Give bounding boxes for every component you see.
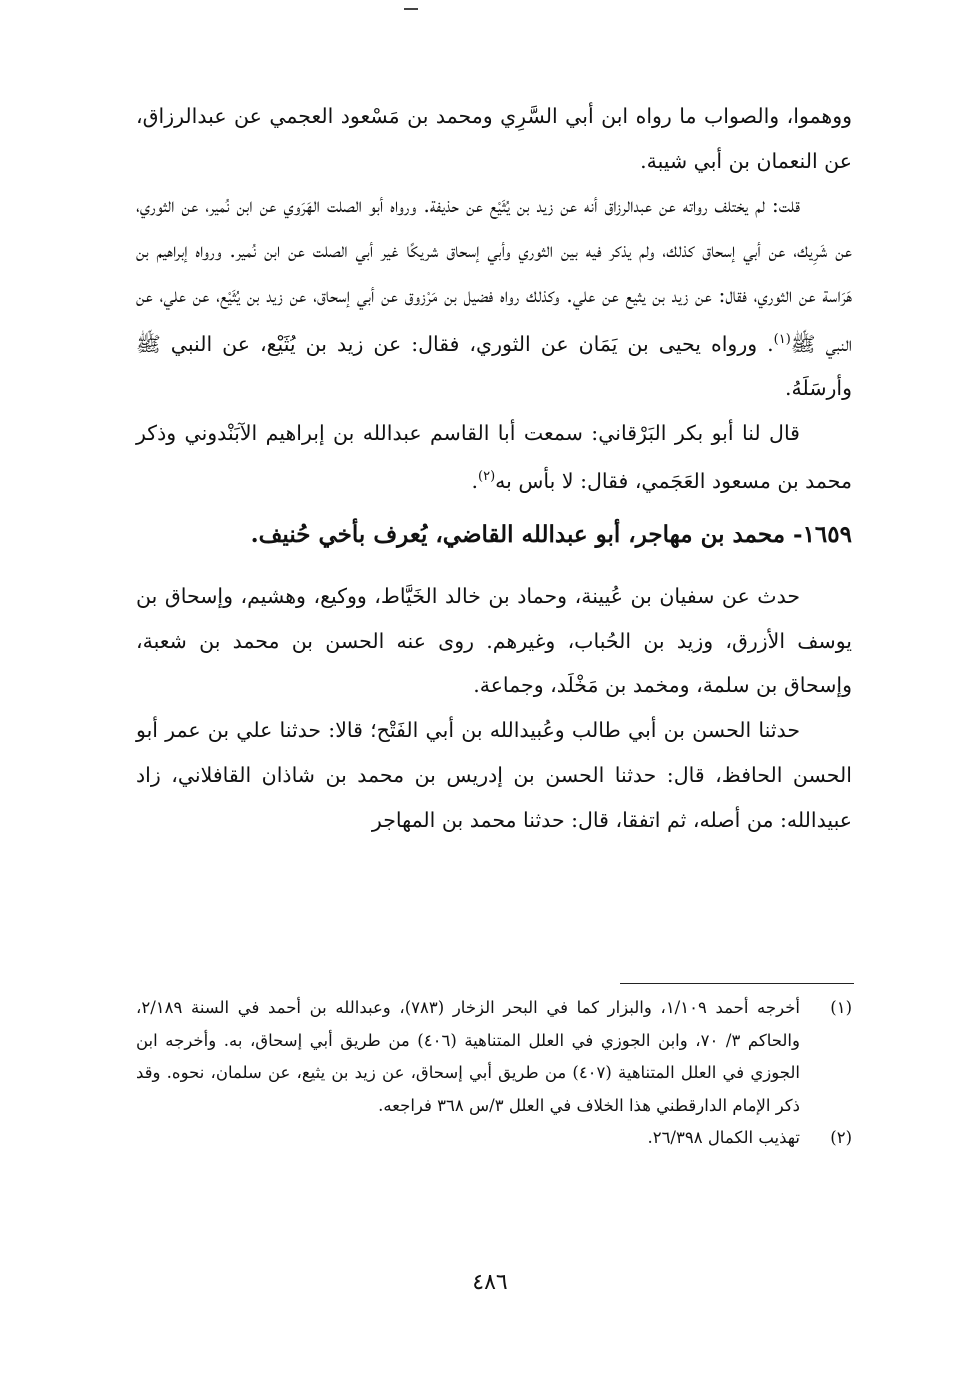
footnote-ref-1[interactable]: (١) [773, 331, 791, 347]
footnote-separator [620, 983, 854, 984]
footnotes [136, 992, 852, 1155]
paragraph-4: حدث عن سفيان بن عُيينة، وحماد بن خالد الخَيَّاط، ووكيع، وهشيم، وإسحاق بن يوسف الأزرق، وزيد بن الحُباب، وغيرهم. روى عنه الحسن بن محمد بن شعبة، وإسحاق بن سلمة، ومخمد بن مَخْلَد، وجماعة. [136, 583, 852, 698]
footnote-1-text: أخرجه أحمد ١/١٠٩، والبزار كما في البحر الزخار (٧٨٣)، وعبدالله بن أحمد في السنة ٢/١٨٩، والحاكم ٣/ ٧٠، وابن الجوزي في العلل المتناهية (٤٠٦) من طريق أبي إسحاق، به. وأخرجه ابن الجوزي في العلل المتناهية (٤٠٧) من طريق أبي إسحاق، عن زيد بن يثيع، عن سلمان، نحوه. وقد ذكر الإمام الدارقطني هذا الخلاف في العلل ٣/س ٣٦٨ فراجعه. [136, 998, 800, 1115]
footnote-1-number: (١) [830, 998, 852, 1017]
paragraph-2 [136, 183, 852, 410]
main-text [136, 94, 852, 842]
paragraph-3-tail: . [471, 469, 479, 494]
paragraph-2-text: قلت: لم يختلف رواته عن عبدالرزاق أنه عن زيد بن يُثَيْع عن حذيفة. ورواه أبو الصلت الهَرَوي عن ابن نُمير، عن الثوري، عن شَرِيك، عن أبي إسحاق كذلك، ولم يذكر فيه بين الثوري وأبي إسحاق شريكًا غير أبي الصلت عن ابن نُمير. ورواه إبراهيم بن هَرَاسة عن الثوري، فقال: عن زيد بن يثيع عن علي. وكذلك رواه فضيل بن مَرْزوق عن أبي إسحاق، عن زيد بن يُثَيْع، عن علي، عن النبي ﷺ [136, 193, 852, 356]
footnote-2 [136, 1122, 852, 1155]
footnote-1 [136, 992, 852, 1122]
footnote-2-text: تهذيب الكمال ٢٦/٣٩٨. [647, 1128, 800, 1147]
footnote-2-number: (٢) [830, 1128, 852, 1147]
paragraph-3-text: قال لنا أبو بكر البَرْقاني: سمعت أبا القاسم عبدالله بن إبراهيم الآبَنْدوني وذكر محمد بن مسعود العَجَمي، فقال: لا بأس به [136, 420, 852, 494]
entry-heading: ١٦٥٩- محمد بن مهاجر، أبو عبدالله القاضي، يُعرف بأخي حُنيف. [250, 520, 852, 548]
paragraph-1: ووهموا، والصواب ما رواه ابن أبي السَّرِي ومحمد بن مَسْعود العجمي عن عبدالرزاق، عن النعمان بن أبي شيبة. [136, 104, 852, 173]
paragraph-3 [136, 411, 852, 504]
footnote-ref-2[interactable]: (٢) [478, 469, 496, 485]
paragraph-2-tail: . ورواه يحيى بن يَمَان عن الثوري، فقال: عن زيد بن يُثَيْع، عن النبي ﷺ وأرسَلَهُ. [136, 331, 852, 401]
page-number: ٤٨٦ [472, 1270, 508, 1295]
top-crop-mark [404, 0, 418, 10]
paragraph-5: حدثنا الحسن بن أبي طالب وعُبيدالله بن أبي الفَتْح؛ قالا: حدثنا علي بن عمر أبو الحسن الحافظ، قال: حدثنا الحسن بن إدريس بن محمد بن شاذان القافلاني، زاد عبيدالله: من أصله، ثم اتفقا، قال: حدثنا محمد بن المهاجر [136, 718, 852, 832]
